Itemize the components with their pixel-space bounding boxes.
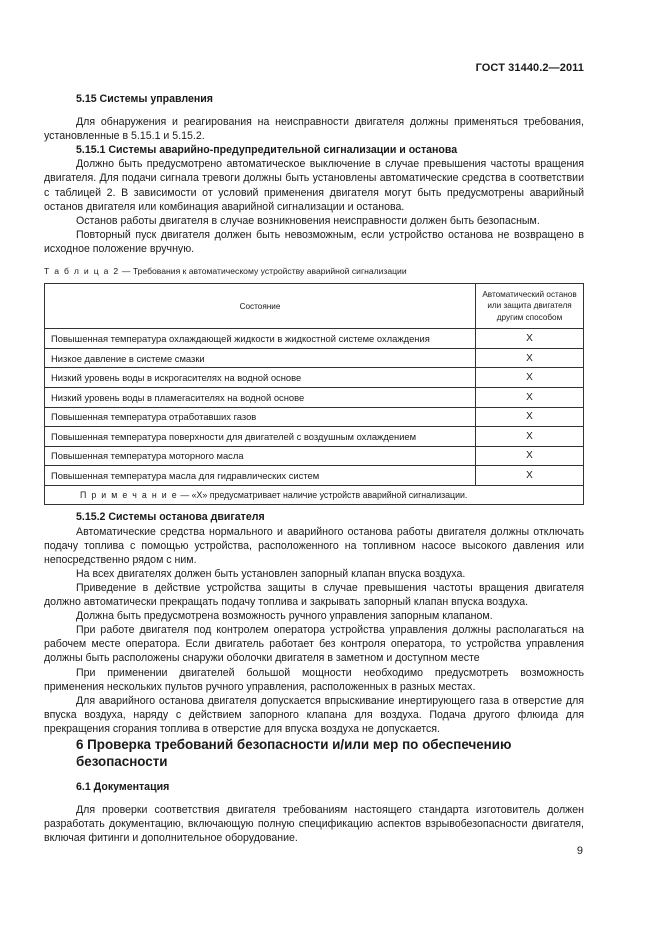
- table-row: [45, 466, 584, 486]
- paragraph: На всех двигателях должен быть установлен запорный клапан впуска воздуха.: [76, 567, 466, 580]
- table-row: [45, 368, 584, 388]
- mark-cell: X: [476, 446, 584, 466]
- mark-cell: X: [476, 407, 584, 427]
- condition-cell: Повышенная температура масла для гидравлических систем: [45, 466, 476, 486]
- table-header-row: [45, 284, 584, 329]
- section-6-heading: 6 Проверка требований безопасности и/или мер по обеспечению безопасности: [76, 736, 512, 769]
- table-row: [45, 329, 584, 349]
- condition-cell: Повышенная температура моторного масла: [45, 446, 476, 466]
- paragraph: Должно быть предусмотрено автоматическое выключение в случае превышения частоты вращения двигателя. Для подачи сигнала тревоги должны быть установлены автоматические средства в соответствии с таблицей 2. В зависимости от условий применения двигателя могут быть предусмотрены аварийный останов двигателя или комбинация аварийной сигнализации и останова.: [44, 158, 584, 213]
- note-label: П р и м е ч а н и е: [80, 489, 178, 500]
- column-header-condition: Состояние: [45, 284, 476, 329]
- section-6-1-heading: 6.1 Документация: [76, 780, 170, 793]
- table-row: [45, 446, 584, 466]
- section-5-15-2-heading: 5.15.2 Системы останова двигателя: [76, 511, 265, 524]
- condition-cell: Повышенная температура поверхности для двигателей с воздушным охлаждением: [45, 427, 476, 447]
- table-row: [45, 387, 584, 407]
- condition-cell: Повышенная температура охлаждающей жидкости в жидкостной системе охлаждения: [45, 329, 476, 349]
- paragraph: Останов работы двигателя в случае возникновения неисправности должен быть безопасным.: [76, 214, 540, 227]
- section-5-15-intro: Для обнаружения и реагирования на неисправности двигателя должны применяться требования, установленные в 5.15.1 и 5.15.2.: [44, 116, 584, 143]
- mark-cell: X: [476, 466, 584, 486]
- section-5-15-1-heading: 5.15.1 Системы аварийно-предупредительной сигнализации и останова: [76, 144, 458, 157]
- paragraph: Для аварийного останова двигателя допускается впрыскивание инертирующего газа в отверстие для впуска воздуха, наряду с действием запорного клапана для воздуха. Подача другого флюида для прекращения сгорания топлива в отверстие для впуска воздуха не допускается.: [44, 694, 584, 735]
- mark-cell: X: [476, 329, 584, 349]
- standard-designation: ГОСТ 31440.2—2011: [475, 62, 584, 74]
- mark-cell: X: [476, 387, 584, 407]
- paragraph: Приведение в действие устройства защиты в случае превышения частоты вращения двигателя должно автоматически прекращать подачу топлива и закрывать запорный клапан впуска воздуха.: [44, 581, 584, 609]
- section-5-15-heading: 5.15 Системы управления: [76, 93, 213, 105]
- paragraph: Автоматические средства нормального и аварийного останова работы двигателя должны отключать подачу топлива с помощью устройства, расположенного на топливном насосе высокого давления или непосредственно рядом с ним.: [44, 525, 584, 566]
- table-note: [45, 485, 584, 505]
- condition-cell: Низкий уровень воды в искрогасителях на водной основе: [45, 368, 476, 388]
- table-row: [45, 407, 584, 427]
- paragraph: Для проверки соответствия двигателя требованиям настоящего стандарта изготовитель должен разработать документацию, включающую полную спецификацию аспектов взрывобезопасности двигателя, включая фитинги и дополнительное оборудование.: [44, 804, 584, 845]
- condition-cell: Низкое давление в системе смазки: [45, 348, 476, 368]
- paragraph: Повторный пуск двигателя должен быть невозможным, если устройство останова не возвращено в исходное положение вручную.: [44, 228, 584, 255]
- note-text: — «X» предусматривает наличие устройств аварийной сигнализации.: [177, 489, 468, 500]
- page-content: [44, 92, 584, 845]
- mark-cell: X: [476, 427, 584, 447]
- condition-cell: Повышенная температура отработавших газов: [45, 407, 476, 427]
- table-caption-label: Т а б л и ц а 2: [44, 266, 120, 277]
- page-number: 9: [576, 845, 583, 857]
- alarm-requirements-table: [44, 283, 584, 505]
- paragraph: Должна быть предусмотрена возможность ручного управления запорным клапаном.: [76, 610, 493, 623]
- paragraph: При применении двигателей большой мощности необходимо предусмотреть возможность применения нескольких пультов ручного управления, расположенных в разных местах.: [44, 666, 584, 693]
- condition-cell: Низкий уровень воды в пламегасителях на водной основе: [45, 387, 476, 407]
- paragraph: При работе двигателя под контролем оператора устройства управления должны располагаться на рабочем месте оператора. Если двигатель работает без контроля оператора, то устройства управления должны быть расположены снаружи оболочки двигателя в заметном и доступном месте: [44, 624, 584, 665]
- table-row: [45, 427, 584, 447]
- column-header-shutdown: Автоматический останов или защита двигателя другим способом: [476, 284, 584, 329]
- mark-cell: X: [476, 348, 584, 368]
- table-caption: [44, 264, 584, 278]
- table-caption-title: — Требования к автоматическому устройству аварийной сигнализации: [119, 266, 407, 277]
- mark-cell: X: [476, 368, 584, 388]
- table-note-row: [45, 485, 584, 505]
- table-row: [45, 348, 584, 368]
